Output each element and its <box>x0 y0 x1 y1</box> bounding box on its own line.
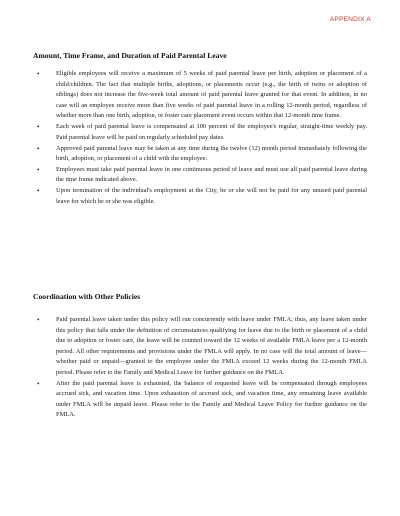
section2-bullet-list <box>33 315 367 421</box>
list-item <box>33 315 367 379</box>
list-item <box>33 122 367 143</box>
list-item <box>33 165 367 186</box>
list-item <box>33 186 367 207</box>
section1-bullet-list <box>33 69 367 207</box>
section-heading-coordination: Coordination with Other Policies <box>33 292 141 301</box>
list-item <box>33 379 367 421</box>
bullet-icon: • <box>37 379 40 388</box>
bullet-icon: • <box>37 316 40 324</box>
list-item-text: Each week of paid parental leave is compensated at 100 percent of the employee's regular, straight-time weekly pay. Paid parental leave will be paid on regularly scheduled pay dates. <box>56 123 367 142</box>
list-item-text: Eligible employees will receive a maximum of 5 weeks of paid parental leave per birth, adoption or placement of a child/children. The fact that multiple births, adoptions, or placements occur (e.g., the birth of twins or adoption of siblings) does not increase the five-week total amount of paid parental leave granted for that event. In addition, in no case will an employee receive more than five weeks of paid parental leave in a rolling 12-month period, regardless of whether more than one birth, adoption, or foster care placement event occurs within that 12-month time frame. <box>56 70 367 120</box>
list-item <box>33 144 367 165</box>
section-heading-amount: Amount, Time Frame, and Duration of Paid Parental Leave <box>33 51 227 60</box>
list-item-text: Approved paid parental leave may be taken at any time during the twelve (12) month period immediately following the birth, adoption, or placement of a child with the employee. <box>56 144 367 163</box>
bullet-icon: • <box>37 70 40 78</box>
list-item <box>33 69 367 122</box>
list-item-text: Upon termination of the individual's employment at the City, he or she will not be paid for any unused paid parental leave for which he or she was eligible. <box>56 187 367 205</box>
list-item-text: After the paid parental leave is exhausted, the balance of requested leave will be compensated through employees accrued sick, and vacation time. Upon exhaustion of accrued sick, and vacation time, any remaining leave available under FMLA will be unpaid leave. Please refer to the Family and Medical Leave Policy for further guidance on the FMLA. <box>56 379 367 419</box>
appendix-label: APPENDIX A <box>329 16 371 23</box>
list-item-text: Paid parental leave taken under this policy will run concurrently with leave under FMLA; thus, any leave taken under this policy that falls under the definition of circumstances qualifying for leave due to the birth or placement of a child due to adoption or foster care, the leave will be counted toward the 12 weeks of available FMLA leave per a 12-month period. All other requirements and provisions under the FMLA will apply. In no case will the total amount of leave—whether paid or unpaid—granted to the employee under the FMLA exceed 12 weeks during the 12-month FMLA period. Please refer to the Family and Medical Leave for further guidance on the FMLA. <box>56 316 367 376</box>
bullet-icon: • <box>37 165 40 174</box>
list-item-text: Employees must take paid parental leave in one continuous period of leave and must use all paid parental leave during the time frame indicated above. <box>56 165 367 184</box>
bullet-icon: • <box>37 187 40 196</box>
bullet-icon: • <box>37 123 40 132</box>
bullet-icon: • <box>37 144 40 153</box>
